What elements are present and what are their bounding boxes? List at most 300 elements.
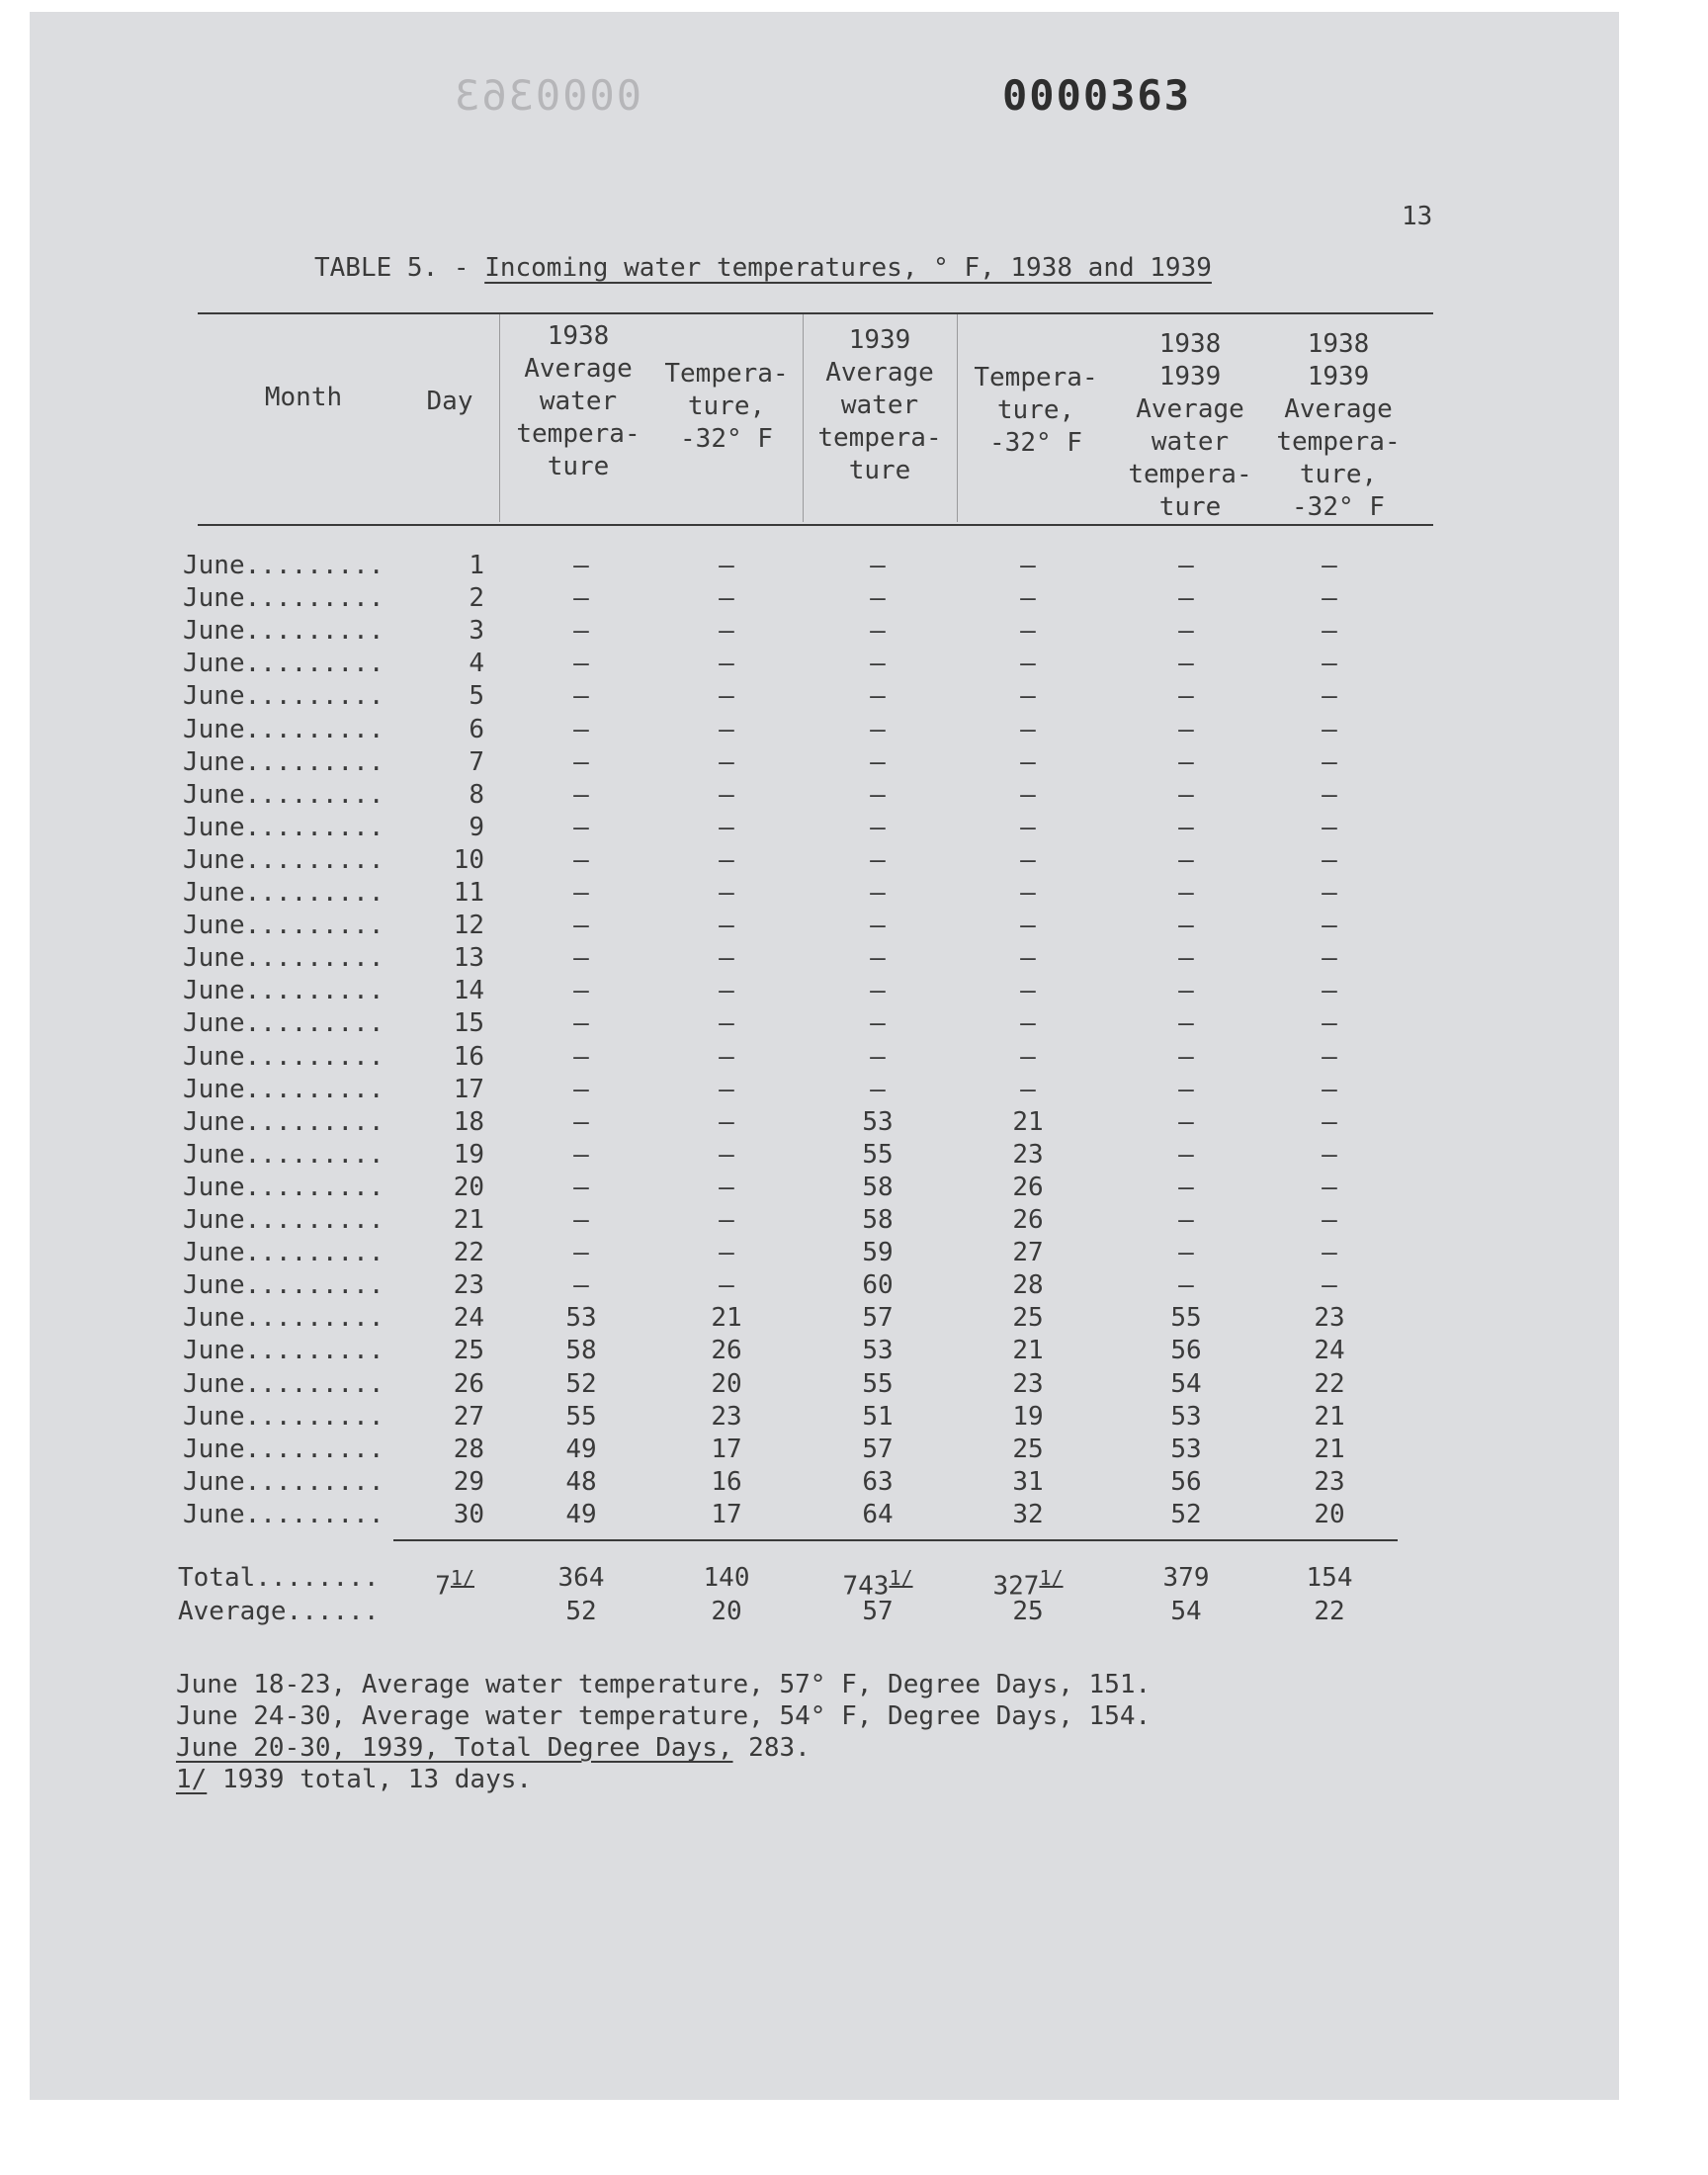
value-cell: –	[1322, 1270, 1337, 1301]
value-cell: 32	[1012, 1499, 1044, 1529]
month-cell: June.........	[183, 1499, 384, 1529]
table-top-rule	[198, 312, 1433, 314]
table-row	[0, 1335, 1581, 1367]
header-line: ture	[848, 456, 911, 485]
value-cell: –	[870, 1041, 886, 1072]
value-cell: –	[870, 976, 886, 1006]
value-cell: –	[719, 714, 734, 744]
value-cell: –	[870, 1074, 886, 1104]
header-line: Tempera-	[974, 363, 1098, 392]
value-cell: –	[870, 911, 886, 941]
month-cell: June.........	[183, 583, 384, 614]
value-cell: –	[870, 616, 886, 647]
value-cell: 16	[711, 1466, 742, 1497]
table-notes	[176, 1669, 1151, 1795]
value-cell: –	[1322, 551, 1337, 580]
table-row	[0, 1269, 1581, 1302]
value-cell: 23	[711, 1401, 742, 1432]
value-cell: –	[1178, 1205, 1194, 1235]
header-line: ture,	[687, 392, 766, 421]
day-cell: 15	[453, 1008, 484, 1039]
average-value: 22	[1314, 1597, 1345, 1626]
value-cell: –	[1020, 681, 1036, 712]
total-value: 327	[992, 1571, 1040, 1602]
value-cell: –	[870, 681, 886, 712]
day-cell: 18	[453, 1106, 484, 1137]
month-cell: June.........	[183, 812, 384, 842]
table-row	[0, 779, 1581, 812]
value-cell: –	[870, 746, 886, 777]
total-days-value: 7	[435, 1571, 451, 1602]
header-line: 1939	[1307, 362, 1370, 392]
value-cell: –	[1020, 779, 1036, 810]
value-cell: –	[719, 681, 734, 712]
table-row	[0, 1204, 1581, 1237]
note-underlined: June 20-30, 1939, Total Degree Days,	[176, 1733, 733, 1763]
day-cell: 3	[469, 616, 484, 647]
header-line: Average	[825, 358, 934, 388]
header-line: 1938	[1307, 329, 1370, 359]
footnote-mark: 1/	[1039, 1566, 1064, 1590]
month-cell: June.........	[183, 1336, 384, 1366]
value-cell: –	[870, 844, 886, 875]
value-cell: –	[1178, 551, 1194, 580]
value-cell: –	[573, 616, 589, 647]
value-cell: –	[573, 649, 589, 679]
value-cell: –	[1020, 746, 1036, 777]
value-cell: –	[719, 812, 734, 842]
value-cell: 48	[565, 1466, 597, 1497]
day-cell: 8	[469, 779, 484, 810]
value-cell: –	[870, 878, 886, 908]
day-cell: 7	[469, 746, 484, 777]
value-cell: 59	[862, 1238, 894, 1268]
value-cell: –	[1020, 1008, 1036, 1039]
value-cell: –	[1322, 746, 1337, 777]
value-cell: 31	[1012, 1466, 1044, 1497]
note-value: 283.	[732, 1733, 811, 1763]
value-cell: 21	[1012, 1106, 1044, 1137]
value-cell: –	[1020, 812, 1036, 842]
value-cell: –	[1322, 714, 1337, 744]
average-label: Average......	[178, 1597, 380, 1626]
value-cell: –	[1020, 1041, 1036, 1072]
value-cell: –	[573, 746, 589, 777]
value-cell: 52	[1170, 1499, 1202, 1529]
value-cell: 28	[1012, 1270, 1044, 1301]
header-bottom-rule	[198, 524, 1433, 526]
value-cell: –	[719, 779, 734, 810]
value-cell: –	[1322, 976, 1337, 1006]
table-row	[0, 648, 1581, 680]
header-line: 1939	[848, 325, 911, 355]
value-cell: –	[719, 1172, 734, 1202]
value-cell: –	[1178, 779, 1194, 810]
value-cell: –	[719, 1205, 734, 1235]
month-cell: June.........	[183, 1172, 384, 1202]
value-cell: 17	[711, 1499, 742, 1529]
value-cell: –	[719, 583, 734, 614]
value-cell: –	[1020, 714, 1036, 744]
value-cell: –	[1020, 551, 1036, 580]
day-cell: 14	[453, 976, 484, 1006]
month-cell: June.........	[183, 878, 384, 908]
scan-margin	[0, 2100, 1708, 2175]
value-cell: –	[719, 911, 734, 941]
value-cell: –	[1178, 746, 1194, 777]
value-cell: 49	[565, 1499, 597, 1529]
day-cell: 29	[453, 1466, 484, 1497]
value-cell: –	[1322, 1106, 1337, 1137]
value-cell: 25	[1012, 1303, 1044, 1334]
value-cell: –	[1020, 878, 1036, 908]
value-cell: 20	[711, 1368, 742, 1399]
header-line: Average	[1284, 394, 1393, 424]
value-cell: –	[1178, 1139, 1194, 1170]
value-cell: –	[1322, 1041, 1337, 1072]
value-cell: –	[1178, 681, 1194, 712]
value-cell: –	[1322, 681, 1337, 712]
day-cell: 22	[453, 1238, 484, 1268]
month-cell: June.........	[183, 844, 384, 875]
value-cell: 57	[862, 1303, 894, 1334]
day-cell: 21	[453, 1205, 484, 1235]
header-line: -32° F	[680, 424, 773, 454]
serial-stamp: 0000363	[1002, 71, 1192, 120]
value-cell: –	[573, 911, 589, 941]
value-cell: 63	[862, 1466, 894, 1497]
value-cell: –	[1020, 583, 1036, 614]
table-row	[0, 1302, 1581, 1335]
day-cell: 30	[453, 1499, 484, 1529]
table-row	[0, 1368, 1581, 1401]
value-cell: 21	[1012, 1336, 1044, 1366]
value-cell: –	[870, 812, 886, 842]
footnote-text: 1939 total, 13 days.	[207, 1765, 533, 1794]
average-row	[0, 1596, 1581, 1628]
value-cell: –	[1020, 649, 1036, 679]
header-month: Month	[264, 383, 343, 412]
value-cell: 53	[1170, 1434, 1202, 1464]
table-row	[0, 1466, 1581, 1499]
value-cell: 53	[862, 1336, 894, 1366]
value-cell: –	[1178, 1074, 1194, 1104]
footnote-mark: 1/	[889, 1566, 913, 1590]
value-cell: 55	[862, 1368, 894, 1399]
day-cell: 27	[453, 1401, 484, 1432]
value-cell: –	[870, 779, 886, 810]
value-cell: 58	[862, 1205, 894, 1235]
value-cell: –	[1322, 1008, 1337, 1039]
value-cell: 20	[1314, 1499, 1345, 1529]
value-cell: 56	[1170, 1336, 1202, 1366]
day-cell: 12	[453, 911, 484, 941]
note-line	[176, 1732, 1151, 1764]
month-cell: June.........	[183, 1270, 384, 1301]
header-line: ture	[547, 452, 610, 481]
value-cell: 53	[862, 1106, 894, 1137]
table-row	[0, 844, 1581, 877]
footnote-mark: 1/	[450, 1566, 474, 1590]
average-value: 20	[711, 1597, 742, 1626]
header-line: 1938	[547, 321, 610, 351]
value-cell: –	[1178, 812, 1194, 842]
mirrored-serial-stamp: 0000363	[453, 71, 642, 120]
month-cell: June.........	[183, 1466, 384, 1497]
average-value: 54	[1170, 1597, 1202, 1626]
value-cell: 53	[1170, 1401, 1202, 1432]
month-cell: June.........	[183, 649, 384, 679]
table-row	[0, 910, 1581, 942]
day-cell: 26	[453, 1368, 484, 1399]
value-cell: –	[1020, 616, 1036, 647]
table-row	[0, 550, 1581, 582]
header-line: ture,	[1299, 460, 1378, 489]
value-cell: –	[1178, 1106, 1194, 1137]
value-cell: 58	[565, 1336, 597, 1366]
value-cell: 27	[1012, 1238, 1044, 1268]
table-row	[0, 1007, 1581, 1040]
value-cell: –	[1178, 649, 1194, 679]
value-cell: –	[573, 943, 589, 974]
value-cell: –	[719, 1270, 734, 1301]
value-cell: –	[573, 1041, 589, 1072]
month-cell: June.........	[183, 911, 384, 941]
month-cell: June.........	[183, 1303, 384, 1334]
value-cell: –	[719, 616, 734, 647]
total-value: 379	[1162, 1563, 1210, 1593]
total-row	[0, 1562, 1581, 1602]
value-cell: –	[1178, 616, 1194, 647]
table-row	[0, 1106, 1581, 1139]
value-cell: –	[1322, 1139, 1337, 1170]
month-cell: June.........	[183, 943, 384, 974]
header-line: -32° F	[1292, 492, 1385, 522]
value-cell: –	[573, 681, 589, 712]
value-cell: 53	[565, 1303, 597, 1334]
value-cell: 21	[711, 1303, 742, 1334]
value-cell: –	[870, 551, 886, 580]
header-line: tempera-	[516, 419, 640, 449]
header-line: tempera-	[1276, 427, 1401, 457]
table-row	[0, 1499, 1581, 1531]
value-cell: –	[1020, 844, 1036, 875]
value-cell: –	[1322, 844, 1337, 875]
header-line: ture,	[996, 395, 1075, 425]
value-cell: 64	[862, 1499, 894, 1529]
month-cell: June.........	[183, 1368, 384, 1399]
value-cell: –	[573, 551, 589, 580]
value-cell: –	[870, 583, 886, 614]
average-value: 52	[565, 1597, 597, 1626]
value-cell: –	[1322, 1074, 1337, 1104]
day-cell: 10	[453, 844, 484, 875]
month-cell: June.........	[183, 1139, 384, 1170]
month-cell: June.........	[183, 1106, 384, 1137]
value-cell: –	[1178, 1041, 1194, 1072]
value-cell: 23	[1314, 1303, 1345, 1334]
total-value: 364	[557, 1563, 605, 1593]
value-cell: –	[1322, 1205, 1337, 1235]
day-cell: 25	[453, 1336, 484, 1366]
value-cell: 21	[1314, 1401, 1345, 1432]
day-cell: 17	[453, 1074, 484, 1104]
value-cell: –	[1020, 943, 1036, 974]
value-cell: –	[1020, 976, 1036, 1006]
value-cell: –	[1322, 911, 1337, 941]
value-cell: –	[1178, 943, 1194, 974]
header-day: Day	[426, 387, 473, 416]
value-cell: –	[573, 976, 589, 1006]
table-row	[0, 615, 1581, 648]
value-cell: –	[1322, 583, 1337, 614]
total-rule	[393, 1539, 1398, 1541]
value-cell: –	[1322, 616, 1337, 647]
header-line: 1939	[1158, 362, 1222, 392]
value-cell: –	[719, 943, 734, 974]
table-row	[0, 1139, 1581, 1172]
note-line: June 18-23, Average water temperature, 57° F, Degree Days, 151.	[176, 1670, 1152, 1699]
table-row	[0, 1237, 1581, 1269]
value-cell: –	[719, 649, 734, 679]
footnote-mark: 1/	[176, 1765, 208, 1794]
header-line: Average	[524, 354, 633, 384]
header-line: Average	[1136, 394, 1244, 424]
average-value: 25	[1012, 1597, 1044, 1626]
table-row	[0, 877, 1581, 910]
value-cell: –	[1178, 583, 1194, 614]
value-cell: 23	[1012, 1139, 1044, 1170]
value-cell: –	[573, 1205, 589, 1235]
value-cell: 19	[1012, 1401, 1044, 1432]
value-cell: –	[573, 714, 589, 744]
month-cell: June.........	[183, 1434, 384, 1464]
table-row	[0, 1074, 1581, 1106]
value-cell: –	[719, 976, 734, 1006]
value-cell: –	[1322, 1238, 1337, 1268]
value-cell: –	[1178, 976, 1194, 1006]
value-cell: –	[573, 1270, 589, 1301]
value-cell: –	[1178, 1238, 1194, 1268]
header-line: tempera-	[817, 423, 942, 453]
table-row	[0, 1434, 1581, 1466]
day-cell: 16	[453, 1041, 484, 1072]
header-1938-temp-minus-32	[652, 358, 801, 456]
table-title	[314, 253, 1212, 283]
day-cell: 24	[453, 1303, 484, 1334]
value-cell: –	[1178, 911, 1194, 941]
day-cell: 20	[453, 1172, 484, 1202]
table-row	[0, 1172, 1581, 1204]
header-line: Tempera-	[664, 359, 789, 389]
value-cell: 22	[1314, 1368, 1345, 1399]
table-row	[0, 942, 1581, 975]
value-cell: 58	[862, 1172, 894, 1202]
day-cell: 5	[469, 681, 484, 712]
header-line: ture	[1158, 492, 1222, 522]
value-cell: –	[573, 1238, 589, 1268]
day-cell: 11	[453, 878, 484, 908]
day-cell: 19	[453, 1139, 484, 1170]
header-line: water	[1151, 427, 1230, 457]
table-row	[0, 1401, 1581, 1434]
day-cell: 2	[469, 583, 484, 614]
month-cell: June.........	[183, 779, 384, 810]
value-cell: 60	[862, 1270, 894, 1301]
month-cell: June.........	[183, 551, 384, 580]
table-title-text: Incoming water temperatures, ° F, 1938 and 1939	[484, 253, 1212, 283]
value-cell: 26	[711, 1336, 742, 1366]
month-cell: June.........	[183, 1401, 384, 1432]
value-cell: 26	[1012, 1205, 1044, 1235]
value-cell: –	[719, 746, 734, 777]
header-line: -32° F	[989, 428, 1082, 458]
table-row	[0, 812, 1581, 844]
month-cell: June.........	[183, 681, 384, 712]
header-1939-avg-water-temp	[803, 324, 957, 487]
header-1938-avg-water-temp	[499, 320, 657, 483]
header-line: water	[840, 391, 919, 420]
day-cell: 4	[469, 649, 484, 679]
value-cell: –	[719, 1238, 734, 1268]
value-cell: –	[870, 943, 886, 974]
value-cell: –	[719, 1139, 734, 1170]
day-cell: 6	[469, 714, 484, 744]
value-cell: –	[719, 1008, 734, 1039]
header-line: water	[539, 387, 618, 416]
day-cell: 23	[453, 1270, 484, 1301]
value-cell: –	[719, 1074, 734, 1104]
table-row	[0, 680, 1581, 713]
value-cell: 23	[1314, 1466, 1345, 1497]
value-cell: –	[870, 1008, 886, 1039]
header-1939-temp-minus-32	[957, 362, 1115, 460]
total-value: 743	[842, 1571, 890, 1602]
month-cell: June.........	[183, 746, 384, 777]
value-cell: –	[1178, 714, 1194, 744]
value-cell: 57	[862, 1434, 894, 1464]
total-value: 154	[1306, 1563, 1353, 1593]
header-line: tempera-	[1128, 460, 1252, 489]
table-row	[0, 1041, 1581, 1074]
value-cell: 55	[862, 1139, 894, 1170]
header-1938-1939-avg-temp-minus-32	[1263, 328, 1413, 524]
value-cell: –	[1178, 1172, 1194, 1202]
value-cell: 24	[1314, 1336, 1345, 1366]
month-cell: June.........	[183, 1205, 384, 1235]
note-line: June 24-30, Average water temperature, 54° F, Degree Days, 154.	[176, 1701, 1152, 1731]
day-cell: 9	[469, 812, 484, 842]
value-cell: 56	[1170, 1466, 1202, 1497]
value-cell: –	[1178, 878, 1194, 908]
value-cell: 26	[1012, 1172, 1044, 1202]
value-cell: –	[1322, 779, 1337, 810]
table-title-prefix: TABLE 5. -	[314, 253, 485, 283]
value-cell: –	[719, 1041, 734, 1072]
value-cell: –	[1322, 1172, 1337, 1202]
value-cell: 54	[1170, 1368, 1202, 1399]
value-cell: 52	[565, 1368, 597, 1399]
value-cell: 17	[711, 1434, 742, 1464]
value-cell: –	[1178, 1270, 1194, 1301]
month-cell: June.........	[183, 714, 384, 744]
average-value: 57	[862, 1597, 894, 1626]
header-1938-1939-avg-water-temp	[1115, 328, 1265, 524]
value-cell: –	[1178, 1008, 1194, 1039]
day-cell: 1	[469, 551, 484, 580]
table-row	[0, 714, 1581, 746]
value-cell: –	[573, 779, 589, 810]
